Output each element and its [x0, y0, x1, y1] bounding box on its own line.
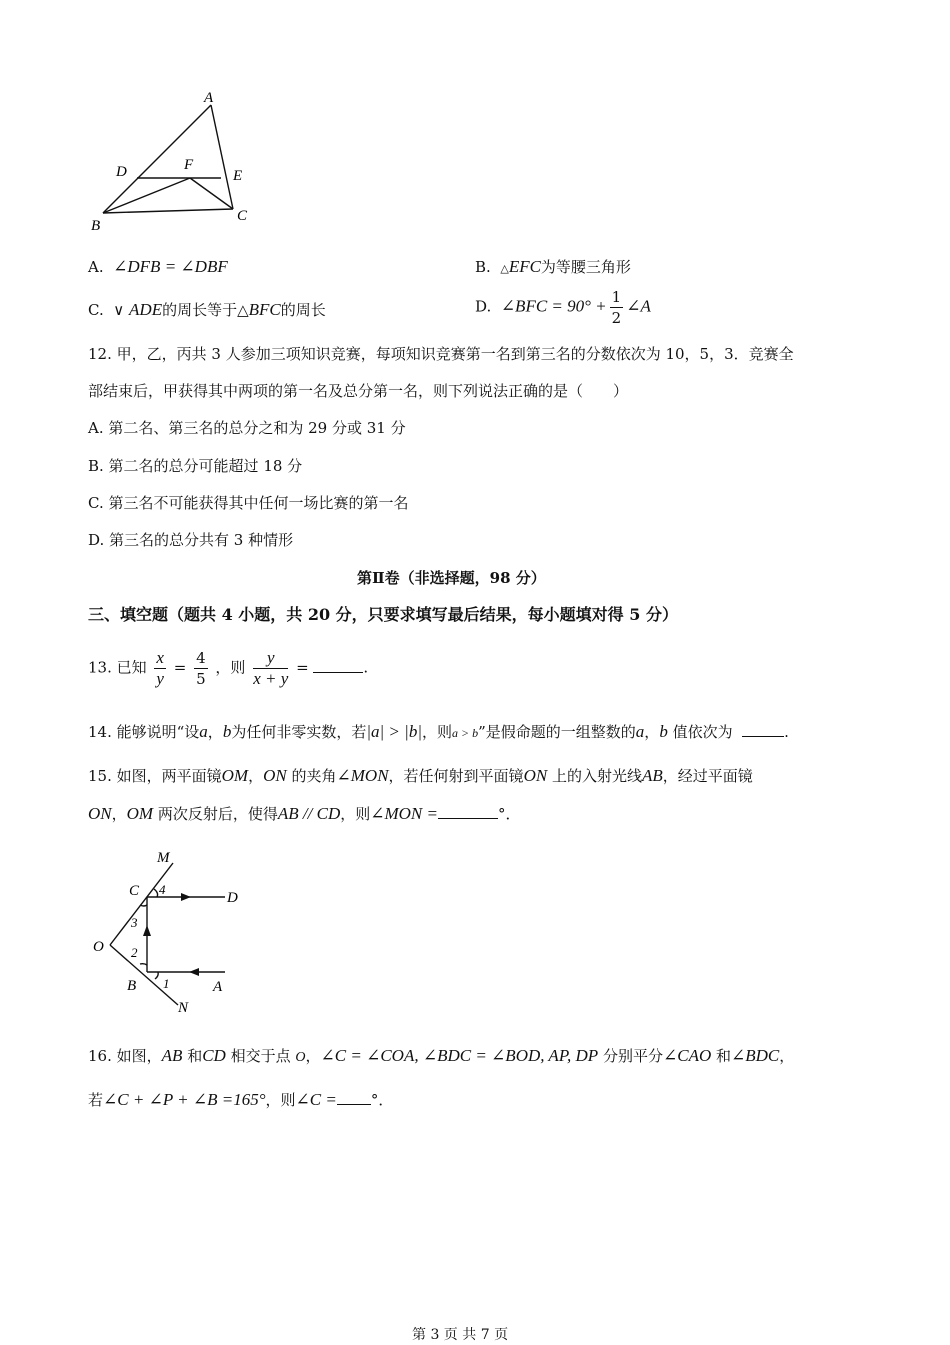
angle-3: 3	[131, 915, 138, 930]
label-N: N	[178, 1000, 189, 1016]
q11-option-a: A. ∠DFB = ∠DBF	[88, 257, 228, 276]
q15-line-1: 15. 如图，两平面镜OM，ON 的夹角∠MON，若任何射到平面镜ON 上的入射光线AB，经过平面镜	[88, 766, 753, 785]
angle-2: 2	[131, 945, 138, 960]
label-A: A	[204, 90, 214, 106]
q11-option-c: C. ∨ ADE的周长等于△BFC的周长	[88, 300, 326, 319]
label-C: C	[237, 208, 248, 224]
q13: 13. 已知 $\frac{x}{y}$ = $\frac{4}{5}$ ，则 $\frac{y}{x + y}$ = .	[88, 648, 369, 688]
label-E: E	[233, 168, 243, 184]
label-B: B	[91, 218, 101, 234]
q16-answer-blank[interactable]	[337, 1090, 371, 1105]
q13-answer-blank[interactable]	[313, 658, 363, 673]
angle-1: 1	[163, 976, 170, 991]
page-footer: 第 3 页 共 7 页	[412, 1327, 509, 1343]
q12-option-b: B. 第二名的总分可能超过 18 分	[88, 457, 303, 475]
label-M: M	[157, 850, 170, 866]
label-F: F	[184, 157, 194, 173]
q12-option-a: A. 第二名、第三名的总分之和为 29 分或 31 分	[88, 419, 406, 437]
q12-option-d: D. 第三名的总分共有 3 种情形	[88, 531, 294, 549]
q15-answer-blank[interactable]	[438, 804, 498, 819]
q12-line-1: 12. 甲，乙，丙共 3 人参加三项知识竞赛，每项知识竞赛第一名到第三名的分数依次为 10，5，3．竞赛全	[88, 345, 794, 363]
label-D: D	[227, 890, 238, 906]
q11-option-d: D. ∠BFC = 90° + $\frac{1}{2}$ ∠A	[475, 288, 651, 327]
mirror-figure	[85, 845, 255, 1020]
q16-line-2: 若∠C + ∠P + ∠B =165°，则∠C = °．	[88, 1090, 394, 1109]
q14: 14. 能够说明“设a，b为任何非零实数，若|a| > |b|，则a > b”是假命题的一组整数的a，b 值依次为 .	[88, 722, 789, 741]
q15-line-2: ON，OM 两次反射后，使得AB // CD，则∠MON = °．	[88, 804, 521, 823]
q12-line-2: 部结束后，甲获得其中两项的第一名及总分第一名，则下列说法正确的是（ ）	[88, 382, 629, 400]
angle-4: 4	[159, 882, 166, 897]
label-O: O	[93, 939, 104, 955]
triangle-figure	[80, 85, 270, 240]
label-C: C	[129, 883, 140, 899]
label-D: D	[116, 164, 127, 180]
q11-option-b: B. △EFC为等腰三角形	[475, 257, 631, 276]
label-A: A	[213, 979, 223, 995]
label-B: B	[127, 978, 137, 994]
q12-option-c: C. 第三名不可能获得其中任何一场比赛的第一名	[88, 494, 409, 512]
section-title: 第Ⅱ卷（非选择题，98 分）	[357, 569, 546, 587]
q14-answer-blank[interactable]	[742, 722, 784, 737]
section-subtitle: 三、填空题（题共 4 小题，共 20 分，只要求填写最后结果，每小题填对得 5 分）	[88, 605, 678, 624]
q16-line-1: 16. 如图，AB 和CD 相交于点 O，∠C = ∠COA, ∠BDC = ∠BOD, AP, DP 分别平分∠CAO 和∠BDC，	[88, 1046, 795, 1065]
